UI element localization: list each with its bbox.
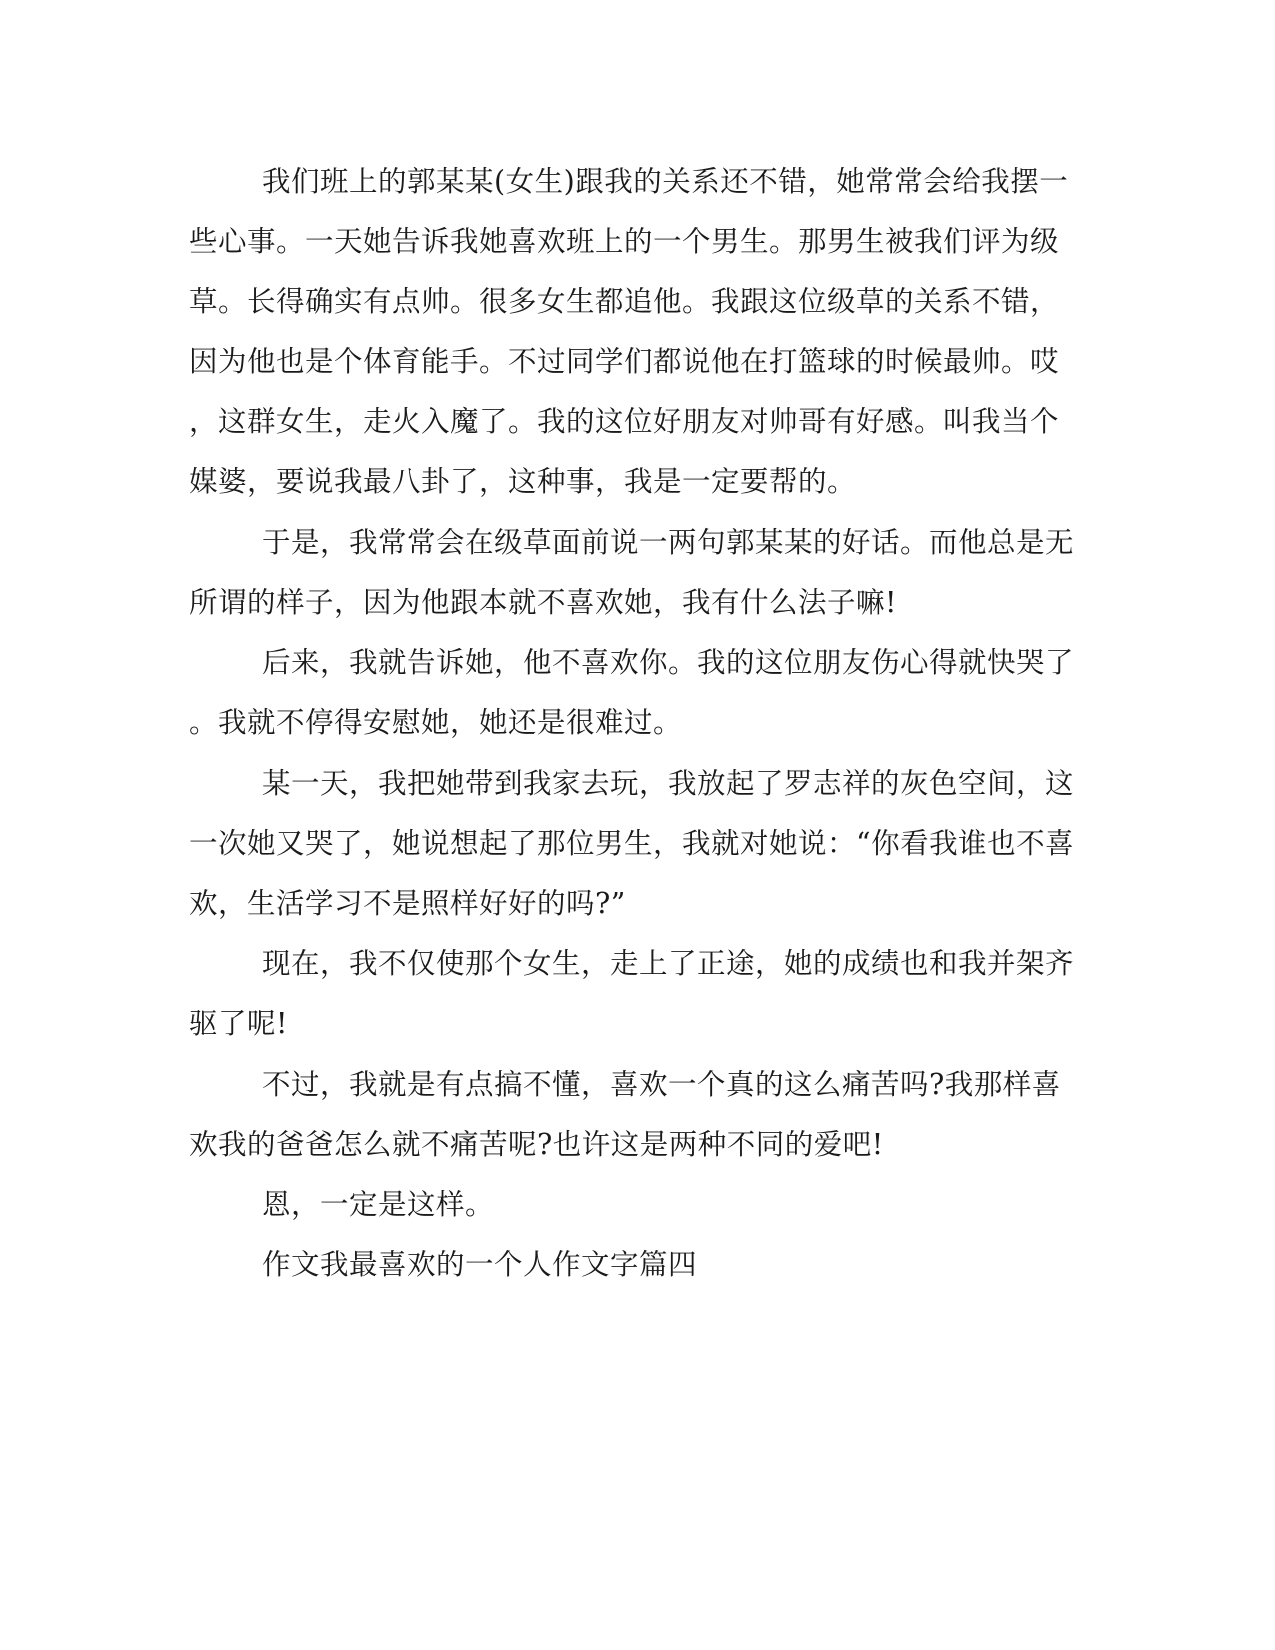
text-line: 。我就不停得安慰她，她还是很难过。 — [189, 706, 683, 739]
text-line: 所谓的样子，因为他跟本就不喜欢她，我有什么法子嘛! — [189, 586, 897, 619]
text-line: 现在，我不仅使那个女生，走上了正途，她的成绩也和我并架齐 — [262, 947, 1075, 980]
text-line: 不过，我就是有点搞不懂，喜欢一个真的这么痛苦吗?我那样喜 — [262, 1068, 1061, 1101]
text-line: 媒婆，要说我最八卦了，这种事，我是一定要帮的。 — [189, 465, 857, 498]
text-line: 因为他也是个体育能手。不过同学们都说他在打篮球的时候最帅。哎 — [189, 345, 1060, 378]
text-line: 我们班上的郭某某(女生)跟我的关系还不错，她常常会给我摆一 — [262, 165, 1069, 198]
text-line: 恩，一定是这样。 — [262, 1188, 495, 1221]
text-line: 于是，我常常会在级草面前说一两句郭某某的好话。而他总是无 — [262, 526, 1075, 559]
section-heading: 作文我最喜欢的一个人作文字篇四 — [262, 1248, 698, 1281]
text-line: 驱了呢! — [189, 1007, 288, 1040]
text-line: 某一天，我把她带到我家去玩，我放起了罗志祥的灰色空间，这 — [262, 767, 1075, 800]
text-line: 些心事。一天她告诉我她喜欢班上的一个男生。那男生被我们评为级 — [189, 225, 1060, 258]
text-line: ，这群女生，走火入魔了。我的这位好朋友对帅哥有好感。叫我当个 — [189, 405, 1060, 438]
text-line: 一次她又哭了，她说想起了那位男生，我就对她说：“你看我谁也不喜 — [189, 827, 1075, 860]
text-line: 欢我的爸爸怎么就不痛苦呢?也许这是两种不同的爱吧! — [189, 1128, 884, 1161]
text-line: 欢，生活学习不是照样好好的吗?” — [189, 887, 626, 920]
text-line: 后来，我就告诉她，他不喜欢你。我的这位朋友伤心得就快哭了 — [262, 646, 1075, 679]
text-line: 草。长得确实有点帅。很多女生都追他。我跟这位级草的关系不错， — [189, 285, 1060, 318]
